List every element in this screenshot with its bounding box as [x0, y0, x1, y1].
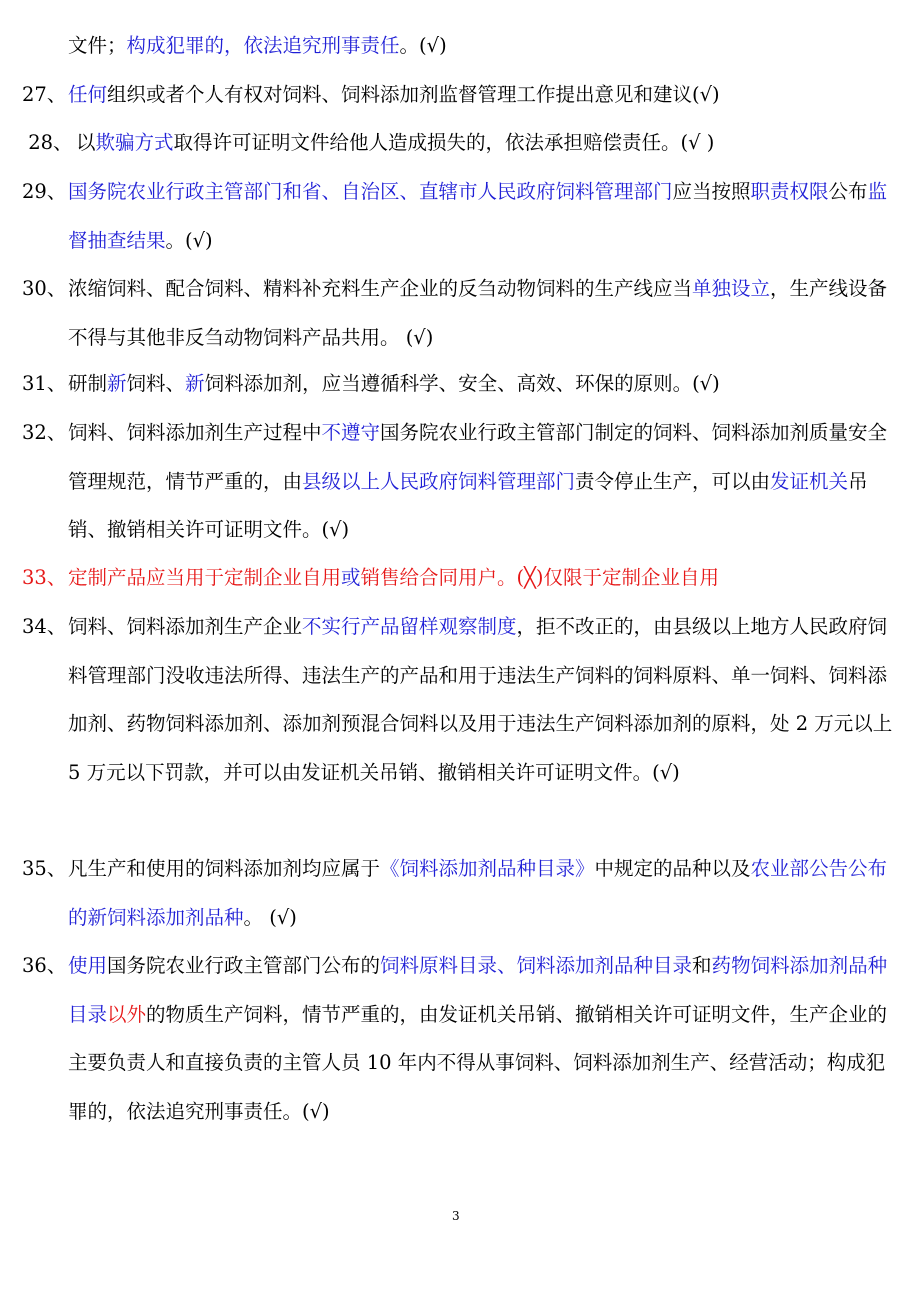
item-31: [22, 360, 902, 409]
highlight-segment: 构成犯罪的，依法追究刑事责任: [126, 34, 400, 57]
text-segment: ，生产线设备不得与其他非反刍动物饲料产品共用。 (√): [68, 277, 888, 349]
item-text: [68, 71, 902, 120]
highlight-segment: 或: [341, 566, 361, 589]
text-segment: 和: [692, 954, 712, 977]
text-segment: 取得许可证明文件给他人造成损失的，依法承担赔偿责任。(√ ): [173, 131, 715, 154]
item-30: [22, 265, 902, 362]
item-number: 30、: [22, 277, 67, 300]
text-segment: 以: [76, 131, 96, 154]
text-segment: 吊销、撤销相关许可证明文件。(√): [68, 469, 868, 541]
highlight-segment: 职责权限: [750, 180, 829, 203]
highlight-segment: 县级以上人民政府饲料管理部门: [302, 469, 576, 493]
red-segment: 销售给合同用户。(╳)仅限于定制企业自用: [360, 566, 719, 589]
item-29: [22, 168, 902, 265]
text-segment: 饲料、: [126, 372, 186, 395]
item-text: [68, 942, 902, 1136]
text-segment: 研制: [68, 372, 108, 395]
item-text: [68, 22, 902, 71]
text-segment: 浓缩饲料、配合饲料、精料补充料生产企业的反刍动物饲料的生产线应当: [68, 277, 693, 300]
highlight-segment: 新: [107, 372, 127, 395]
text-segment: 组织或者个人有权对饲料、饲料添加剂监督管理工作提出意见和建议(√): [107, 83, 720, 106]
text-segment: 凡生产和使用的饲料添加剂均应属于: [68, 857, 381, 880]
highlight-segment: 国务院农业行政主管部门和省、自治区、直辖市人民政府饲料管理部门: [68, 180, 673, 203]
text-segment: 中规定的品种以及: [594, 857, 751, 880]
text-segment: 应当按照: [672, 180, 751, 203]
item-number: 33、: [22, 566, 67, 589]
text-segment: ，拒不改正的，由县级以上地方人民政府饲料管理部门没收违法所得、违法生产的产品和用于违法生产饲料的饲料原料、单一饲料、饲料添加剂、药物饲料添加剂、添加剂预混合饲料以及用于违法生产饲料添加剂的原料，处 2 万元以上 5 万元以下罚款，并可以由发证机关吊销、撤销相关许可证明文件。(√): [68, 615, 893, 784]
item-number: 36、: [22, 954, 67, 977]
highlight-segment: 不遵守: [321, 421, 381, 444]
highlight-segment: 不实行产品留样观察制度: [302, 615, 517, 638]
highlight-segment: 饲料原料目录、饲料添加剂品种目录: [380, 954, 693, 977]
item-text: [68, 265, 902, 362]
text-segment: 责令停止生产，可以由: [575, 469, 771, 493]
text-segment: 。 (√): [243, 905, 297, 929]
item-27: [22, 71, 902, 120]
highlight-segment: 使用: [68, 954, 108, 977]
text-segment: 公布: [828, 180, 868, 203]
highlight-segment: 监督抽查结果: [68, 180, 888, 252]
item-number: 32、: [22, 421, 67, 444]
highlight-segment: 药物饲料添加剂品种目录: [68, 954, 888, 1026]
item-text: [68, 603, 902, 797]
item-number: 34、: [22, 615, 67, 638]
text-segment: 的物质生产饲料，情节严重的，由发证机关吊销、撤销相关许可证明文件，生产企业的主要负责人和直接负责的主管人员 10 年内不得从事饲料、饲料添加剂生产、经营活动；构成犯罪的，依法追究刑事责任。(√): [68, 1002, 888, 1123]
text-segment: 。(√): [165, 228, 213, 252]
highlight-segment: 发证机关: [770, 469, 849, 493]
item-26-continuation: [22, 22, 902, 71]
item-text: [68, 845, 902, 942]
highlight-segment: 欺骗方式: [95, 131, 174, 154]
item-number: 31、: [22, 372, 67, 395]
highlight-segment: 《饲料添加剂品种目录》: [380, 857, 595, 880]
highlight-segment: 新: [185, 372, 205, 395]
page-number: 3: [452, 1209, 460, 1223]
text-segment: 饲料添加剂，应当遵循科学、安全、高效、环保的原则。(√): [204, 372, 720, 395]
item-number: 28、: [22, 131, 73, 154]
highlight-segment: 单独设立: [692, 277, 771, 300]
highlight-segment: 农业部公告公布的新饲料添加剂品种: [68, 857, 888, 929]
item-34: [22, 603, 902, 797]
text-segment: 文件；: [68, 34, 127, 57]
item-text: [68, 168, 902, 265]
text-segment: 饲料、饲料添加剂生产过程中: [68, 421, 322, 444]
highlight-segment: 任何: [68, 83, 108, 106]
red-segment: 以外: [107, 1002, 147, 1026]
item-36: [22, 942, 902, 1136]
item-33: [22, 554, 902, 603]
text-segment: 国务院农业行政主管部门公布的: [107, 954, 381, 977]
item-number: 35、: [22, 857, 67, 880]
red-segment: 定制产品应当用于定制企业自用: [68, 566, 342, 589]
item-28: [22, 119, 902, 168]
item-text: [76, 119, 902, 168]
item-number: 27、: [22, 83, 67, 106]
item-32: [22, 409, 902, 555]
item-35: [22, 845, 902, 942]
item-text: [68, 360, 902, 409]
text-segment: 国务院农业行政主管部门制定的饲料、饲料添加剂质量安全管理规范，情节严重的，由: [68, 421, 888, 493]
text-segment: 饲料、饲料添加剂生产企业: [68, 615, 303, 638]
item-number: 29、: [22, 180, 67, 203]
text-segment: 。(√): [399, 34, 447, 57]
item-text: [68, 409, 902, 555]
item-text: [68, 554, 902, 603]
